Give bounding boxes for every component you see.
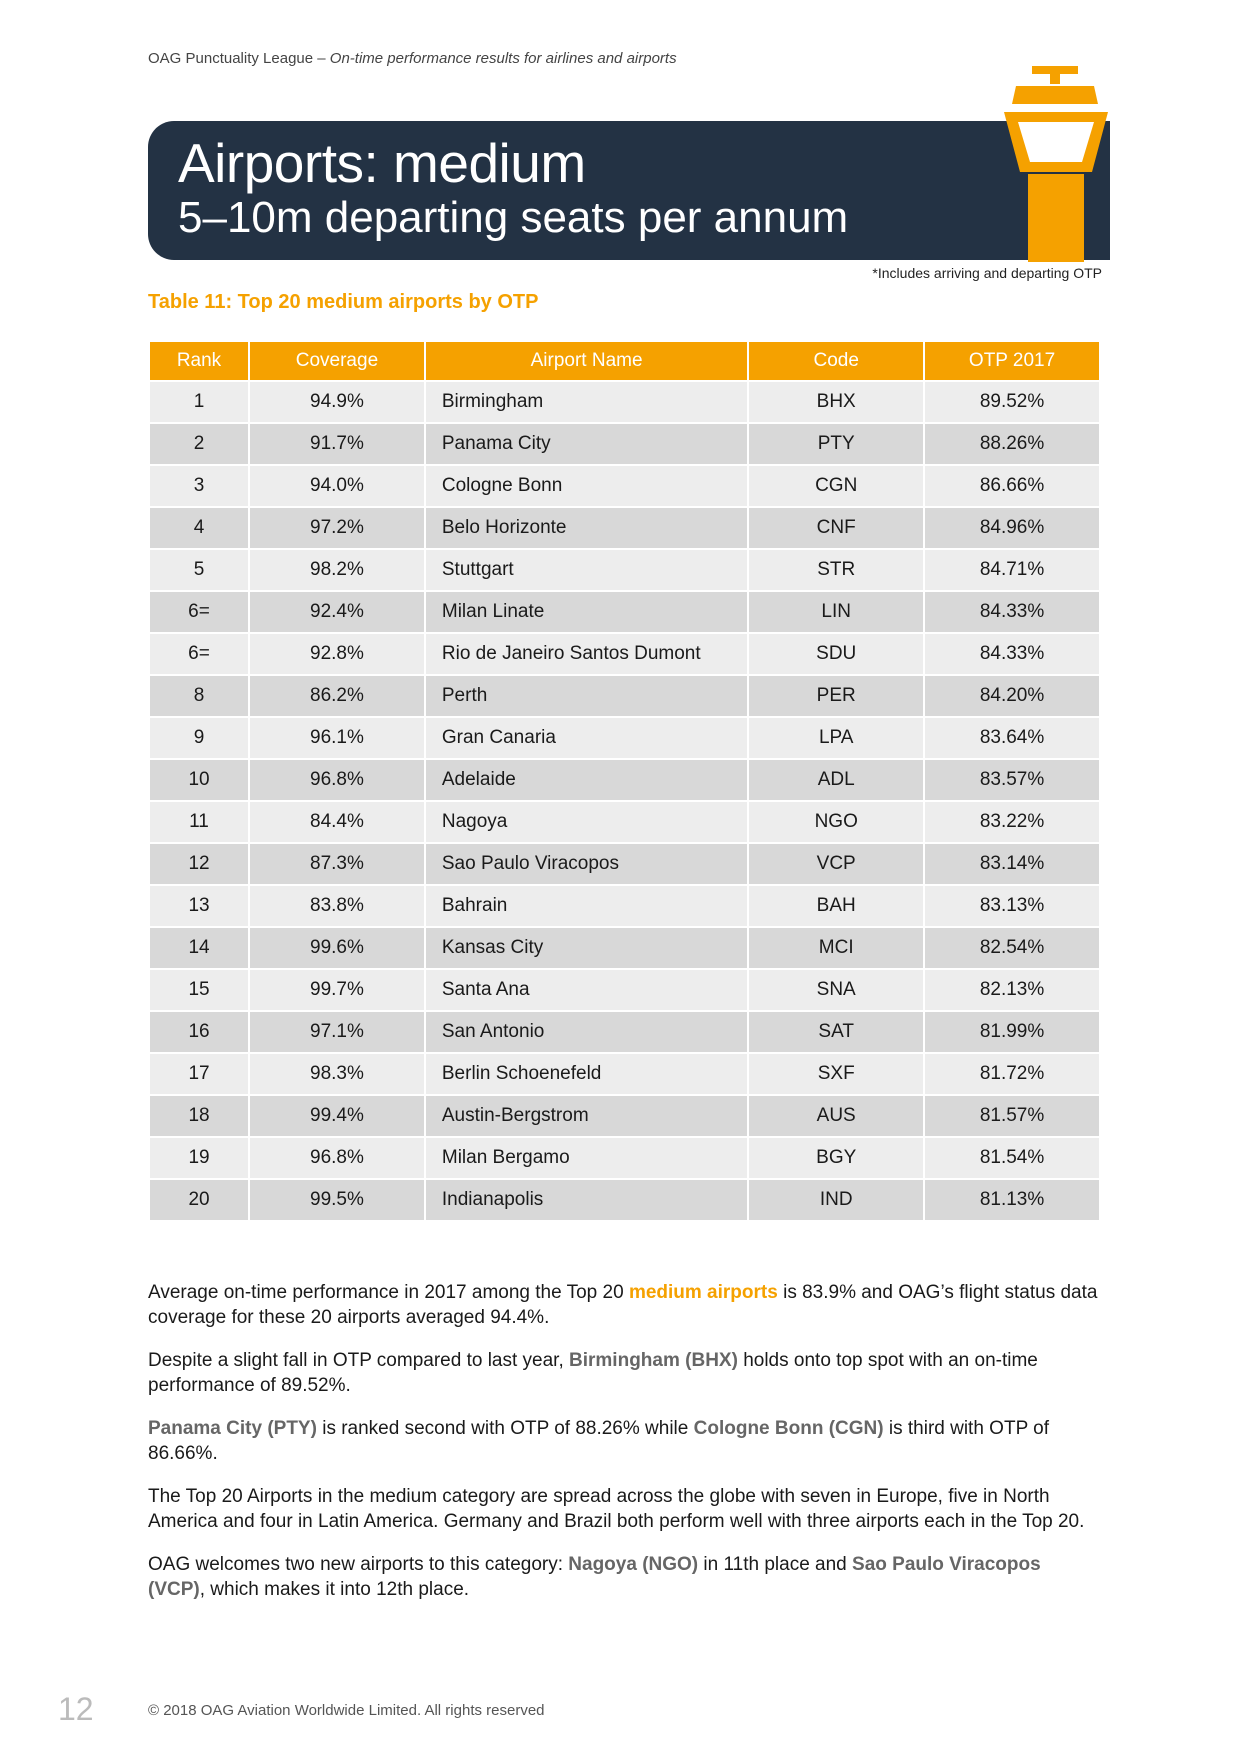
table-row xyxy=(150,424,1099,464)
cell-airport-name: Berlin Schoenefeld xyxy=(426,1054,747,1094)
cell-code: PTY xyxy=(749,424,923,464)
cell-rank: 3 xyxy=(150,466,248,506)
column-header-airport-name: Airport Name xyxy=(426,342,747,380)
text-span: OAG welcomes two new airports to this category: xyxy=(148,1554,569,1575)
cell-rank: 20 xyxy=(150,1180,248,1220)
cell-code: BHX xyxy=(749,382,923,422)
cell-coverage: 94.9% xyxy=(250,382,424,422)
cell-otp: 83.57% xyxy=(925,760,1099,800)
table-row xyxy=(150,1012,1099,1052)
table-row xyxy=(150,382,1099,422)
cell-coverage: 99.4% xyxy=(250,1096,424,1136)
cell-airport-name: Milan Bergamo xyxy=(426,1138,747,1178)
cell-otp: 81.13% xyxy=(925,1180,1099,1220)
table-body xyxy=(150,382,1099,1220)
cell-code: IND xyxy=(749,1180,923,1220)
cell-airport-name: Belo Horizonte xyxy=(426,508,747,548)
page-number: 12 xyxy=(58,1691,94,1727)
cell-coverage: 97.1% xyxy=(250,1012,424,1052)
page-title: Airports: medium xyxy=(178,132,586,194)
report-name: OAG Punctuality League – xyxy=(148,50,330,67)
cell-coverage: 96.8% xyxy=(250,1138,424,1178)
text-span: is third with OTP of 86.66%. xyxy=(148,1418,1050,1464)
cell-otp: 81.57% xyxy=(925,1096,1099,1136)
cell-otp: 81.54% xyxy=(925,1138,1099,1178)
table-row xyxy=(150,508,1099,548)
cell-otp: 88.26% xyxy=(925,424,1099,464)
cell-coverage: 98.2% xyxy=(250,550,424,590)
cell-rank: 11 xyxy=(150,802,248,842)
cell-code: SNA xyxy=(749,970,923,1010)
paragraph-second-third xyxy=(148,1416,1098,1466)
cell-rank: 5 xyxy=(150,550,248,590)
cell-otp: 86.66% xyxy=(925,466,1099,506)
cell-airport-name: Birmingham xyxy=(426,382,747,422)
cell-coverage: 97.2% xyxy=(250,508,424,548)
paragraph-new-airports xyxy=(148,1552,1098,1602)
cell-coverage: 94.0% xyxy=(250,466,424,506)
cell-airport-name: Sao Paulo Viracopos xyxy=(426,844,747,884)
cell-code: SXF xyxy=(749,1054,923,1094)
cell-rank: 12 xyxy=(150,844,248,884)
paragraph-birmingham xyxy=(148,1348,1098,1398)
highlight-nagoya: Nagoya (NGO) xyxy=(568,1554,699,1575)
cell-rank: 6= xyxy=(150,634,248,674)
cell-coverage: 91.7% xyxy=(250,424,424,464)
cell-code: VCP xyxy=(749,844,923,884)
cell-airport-name: Panama City xyxy=(426,424,747,464)
cell-rank: 1 xyxy=(150,382,248,422)
cell-otp: 83.13% xyxy=(925,886,1099,926)
cell-code: BGY xyxy=(749,1138,923,1178)
cell-otp: 84.20% xyxy=(925,676,1099,716)
table-row xyxy=(150,592,1099,632)
cell-code: SAT xyxy=(749,1012,923,1052)
highlight-medium-airports: medium airports xyxy=(628,1282,778,1303)
table-row xyxy=(150,970,1099,1010)
cell-coverage: 92.4% xyxy=(250,592,424,632)
paragraph-average xyxy=(148,1280,1098,1330)
cell-coverage: 87.3% xyxy=(250,844,424,884)
cell-rank: 6= xyxy=(150,592,248,632)
cell-airport-name: Austin-Bergstrom xyxy=(426,1096,747,1136)
cell-coverage: 96.1% xyxy=(250,718,424,758)
cell-airport-name: Santa Ana xyxy=(426,970,747,1010)
airports-table xyxy=(148,340,1101,1222)
cell-otp: 84.33% xyxy=(925,592,1099,632)
cell-coverage: 99.5% xyxy=(250,1180,424,1220)
highlight-sao-paulo-viracopos: Sao Paulo Viracopos (VCP) xyxy=(148,1554,1041,1600)
cell-otp: 81.72% xyxy=(925,1054,1099,1094)
cell-airport-name: Milan Linate xyxy=(426,592,747,632)
cell-code: SDU xyxy=(749,634,923,674)
column-header-code: Code xyxy=(749,342,923,380)
table-caption: Table 11: Top 20 medium airports by OTP xyxy=(148,291,539,313)
cell-otp: 83.14% xyxy=(925,844,1099,884)
cell-coverage: 99.6% xyxy=(250,928,424,968)
cell-otp: 83.64% xyxy=(925,718,1099,758)
cell-coverage: 83.8% xyxy=(250,886,424,926)
table-row xyxy=(150,928,1099,968)
control-tower-icon xyxy=(1004,62,1144,262)
cell-airport-name: Bahrain xyxy=(426,886,747,926)
cell-rank: 8 xyxy=(150,676,248,716)
cell-airport-name: Cologne Bonn xyxy=(426,466,747,506)
table-row xyxy=(150,760,1099,800)
cell-coverage: 86.2% xyxy=(250,676,424,716)
column-header-coverage: Coverage xyxy=(250,342,424,380)
highlight-cologne-bonn: Cologne Bonn (CGN) xyxy=(693,1418,884,1439)
paragraph-regions: The Top 20 Airports in the medium category are spread across the globe with seven in Europe, five in North America and four in Latin America. Germany and Brazil both perform well with three airports each in the Top 20. xyxy=(148,1486,1085,1532)
body-text xyxy=(148,1280,1098,1620)
cell-otp: 84.71% xyxy=(925,550,1099,590)
cell-airport-name: Stuttgart xyxy=(426,550,747,590)
page-subtitle: 5–10m departing seats per annum xyxy=(178,193,849,242)
text-span: , which makes it into 12th place. xyxy=(199,1579,470,1600)
cell-rank: 4 xyxy=(150,508,248,548)
cell-airport-name: Kansas City xyxy=(426,928,747,968)
cell-rank: 10 xyxy=(150,760,248,800)
cell-rank: 9 xyxy=(150,718,248,758)
table-row xyxy=(150,1138,1099,1178)
text-span: holds onto top spot with an on-time performance of 89.52%. xyxy=(148,1350,1038,1396)
cell-coverage: 96.8% xyxy=(250,760,424,800)
column-header-rank: Rank xyxy=(150,342,248,380)
cell-airport-name: Gran Canaria xyxy=(426,718,747,758)
cell-airport-name: Perth xyxy=(426,676,747,716)
cell-rank: 14 xyxy=(150,928,248,968)
cell-coverage: 92.8% xyxy=(250,634,424,674)
table-row xyxy=(150,634,1099,674)
table-row xyxy=(150,1096,1099,1136)
cell-airport-name: San Antonio xyxy=(426,1012,747,1052)
column-header-otp: OTP 2017 xyxy=(925,342,1099,380)
cell-airport-name: Indianapolis xyxy=(426,1180,747,1220)
table-row xyxy=(150,802,1099,842)
highlight-panama-city: Panama City (PTY) xyxy=(148,1418,317,1439)
cell-rank: 17 xyxy=(150,1054,248,1094)
cell-rank: 18 xyxy=(150,1096,248,1136)
table-row xyxy=(150,844,1099,884)
cell-code: LIN xyxy=(749,592,923,632)
table-row xyxy=(150,550,1099,590)
cell-otp: 82.13% xyxy=(925,970,1099,1010)
cell-code: LPA xyxy=(749,718,923,758)
cell-rank: 16 xyxy=(150,1012,248,1052)
text-span: in 11th place and xyxy=(698,1554,853,1575)
cell-rank: 13 xyxy=(150,886,248,926)
table-header-row xyxy=(150,342,1099,380)
cell-code: ADL xyxy=(749,760,923,800)
text-span: is ranked second with OTP of 88.26% while xyxy=(316,1418,694,1439)
footnote: *Includes arriving and departing OTP xyxy=(872,265,1102,281)
text-span: Despite a slight fall in OTP compared to last year, xyxy=(148,1350,570,1371)
cell-rank: 19 xyxy=(150,1138,248,1178)
cell-airport-name: Adelaide xyxy=(426,760,747,800)
cell-coverage: 84.4% xyxy=(250,802,424,842)
table-row xyxy=(150,886,1099,926)
running-header xyxy=(148,50,677,67)
text-span: is 83.9% and OAG’s flight status data coverage for these 20 airports averaged 94.4%. xyxy=(148,1282,1098,1328)
cell-coverage: 98.3% xyxy=(250,1054,424,1094)
cell-otp: 82.54% xyxy=(925,928,1099,968)
cell-otp: 83.22% xyxy=(925,802,1099,842)
cell-code: CNF xyxy=(749,508,923,548)
table-row xyxy=(150,718,1099,758)
cell-airport-name: Nagoya xyxy=(426,802,747,842)
cell-code: PER xyxy=(749,676,923,716)
cell-airport-name: Rio de Janeiro Santos Dumont xyxy=(426,634,747,674)
cell-coverage: 99.7% xyxy=(250,970,424,1010)
highlight-birmingham: Birmingham (BHX) xyxy=(569,1350,738,1371)
cell-rank: 15 xyxy=(150,970,248,1010)
cell-otp: 89.52% xyxy=(925,382,1099,422)
cell-otp: 84.33% xyxy=(925,634,1099,674)
cell-otp: 81.99% xyxy=(925,1012,1099,1052)
cell-code: AUS xyxy=(749,1096,923,1136)
cell-code: STR xyxy=(749,550,923,590)
table-row xyxy=(150,1180,1099,1220)
cell-code: BAH xyxy=(749,886,923,926)
cell-code: CGN xyxy=(749,466,923,506)
cell-rank: 2 xyxy=(150,424,248,464)
cell-code: NGO xyxy=(749,802,923,842)
table-row xyxy=(150,1054,1099,1094)
copyright-notice: © 2018 OAG Aviation Worldwide Limited. All rights reserved xyxy=(148,1702,545,1719)
title-banner xyxy=(148,121,1110,260)
cell-otp: 84.96% xyxy=(925,508,1099,548)
table-row xyxy=(150,676,1099,716)
text-span: Average on-time performance in 2017 among the Top 20 xyxy=(148,1282,629,1303)
report-subtitle: On-time performance results for airlines and airports xyxy=(329,50,677,67)
cell-code: MCI xyxy=(749,928,923,968)
table-row xyxy=(150,466,1099,506)
